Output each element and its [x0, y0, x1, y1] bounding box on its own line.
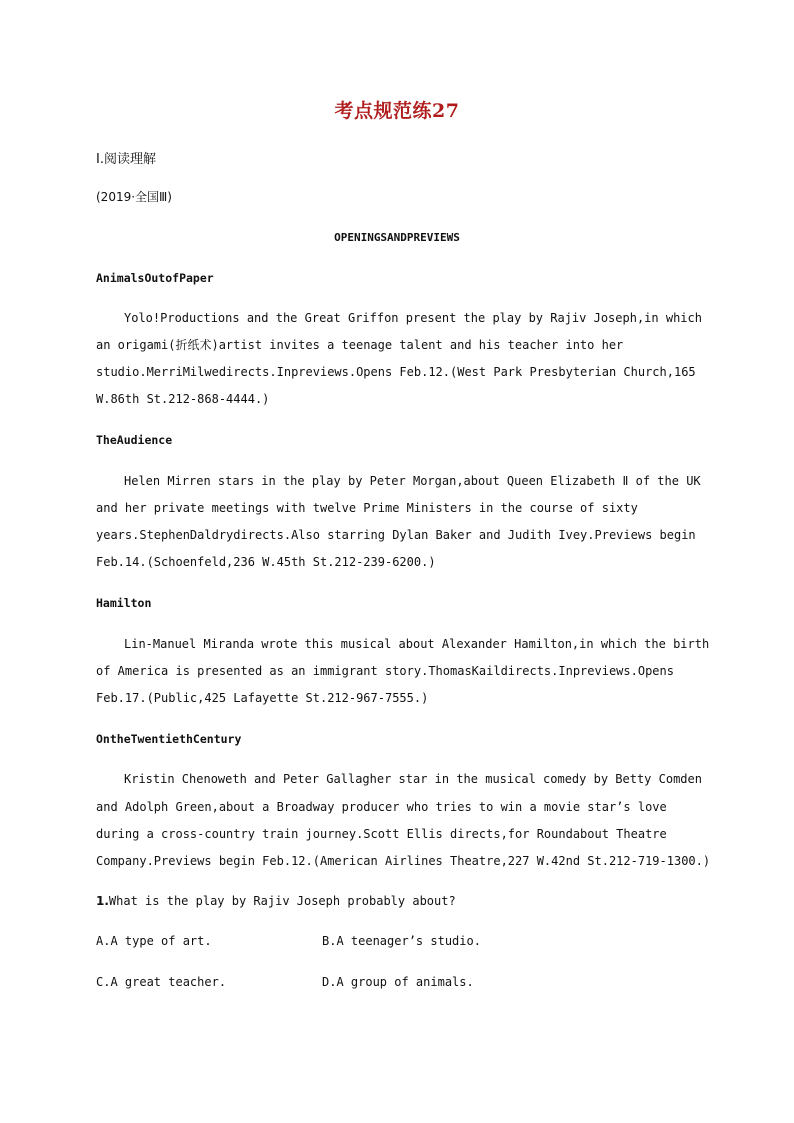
source-label: (2019·全国Ⅲ): [96, 190, 172, 204]
question-1: [96, 894, 456, 908]
entry-line: Company.Previews begin Feb.12.(American Airlines Theatre,227 W.42nd St.212-719-1300.): [96, 854, 711, 868]
entry-line: of America is presented as an immigrant story.ThomasKaildirects.Inpreviews.Opens: [96, 664, 674, 678]
entry-line: an origami(折纸术)artist invites a teenage talent and his teacher into her: [96, 338, 624, 352]
entry-line: studio.MerriMilwedirects.Inpreviews.Opens Feb.12.(West Park Presbyterian Church,165: [96, 365, 696, 379]
question-number: 1.: [96, 894, 109, 908]
entry-line: Feb.17.(Public,425 Lafayette St.212-967-7555.): [96, 691, 429, 705]
entry-title-hamilton: Hamilton: [96, 596, 152, 610]
page-title: 考点规范练27: [334, 100, 460, 122]
option-c: C.A great teacher.: [96, 975, 227, 989]
entry-line: during a cross-country train journey.Scott Ellis directs,for Roundabout Theatre: [96, 827, 667, 841]
entry-line: and her private meetings with twelve Prime Ministers in the course of sixty: [96, 501, 638, 515]
entry-line: Feb.14.(Schoenfeld,236 W.45th St.212-239-6200.): [96, 555, 436, 569]
entry-line: and Adolph Green,about a Broadway producer who tries to win a movie star’s love: [96, 800, 667, 814]
entry-line: years.StephenDaldrydirects.Also starring Dylan Baker and Judith Ivey.Previews begin: [96, 528, 696, 542]
option-d: D.A group of animals.: [322, 975, 474, 989]
entry-title-the-audience: TheAudience: [96, 433, 173, 447]
option-b: B.A teenager’s studio.: [322, 934, 481, 948]
entry-line: Helen Mirren stars in the play by Peter Morgan,about Queen Elizabeth Ⅱ of the UK: [124, 474, 701, 488]
entry-line: Yolo!Productions and the Great Griffon present the play by Rajiv Joseph,in which: [124, 311, 702, 325]
section-heading: Ⅰ.阅读理解: [96, 152, 156, 167]
entry-title-animals-out-of-paper: AnimalsOutofPaper: [96, 271, 214, 285]
entry-line: Kristin Chenoweth and Peter Gallagher star in the musical comedy by Betty Comden: [124, 772, 702, 786]
entry-title-on-the-twentieth-century: OntheTwentiethCentury: [96, 732, 242, 746]
question-text: What is the play by Rajiv Joseph probably about?: [108, 894, 456, 908]
entry-line: Lin-Manuel Miranda wrote this musical about Alexander Hamilton,in which the birth: [124, 637, 710, 651]
entry-line: W.86th St.212-868-4444.): [96, 392, 270, 406]
passage-heading: OPENINGSANDPREVIEWS: [334, 231, 460, 244]
option-a: A.A type of art.: [96, 934, 212, 948]
